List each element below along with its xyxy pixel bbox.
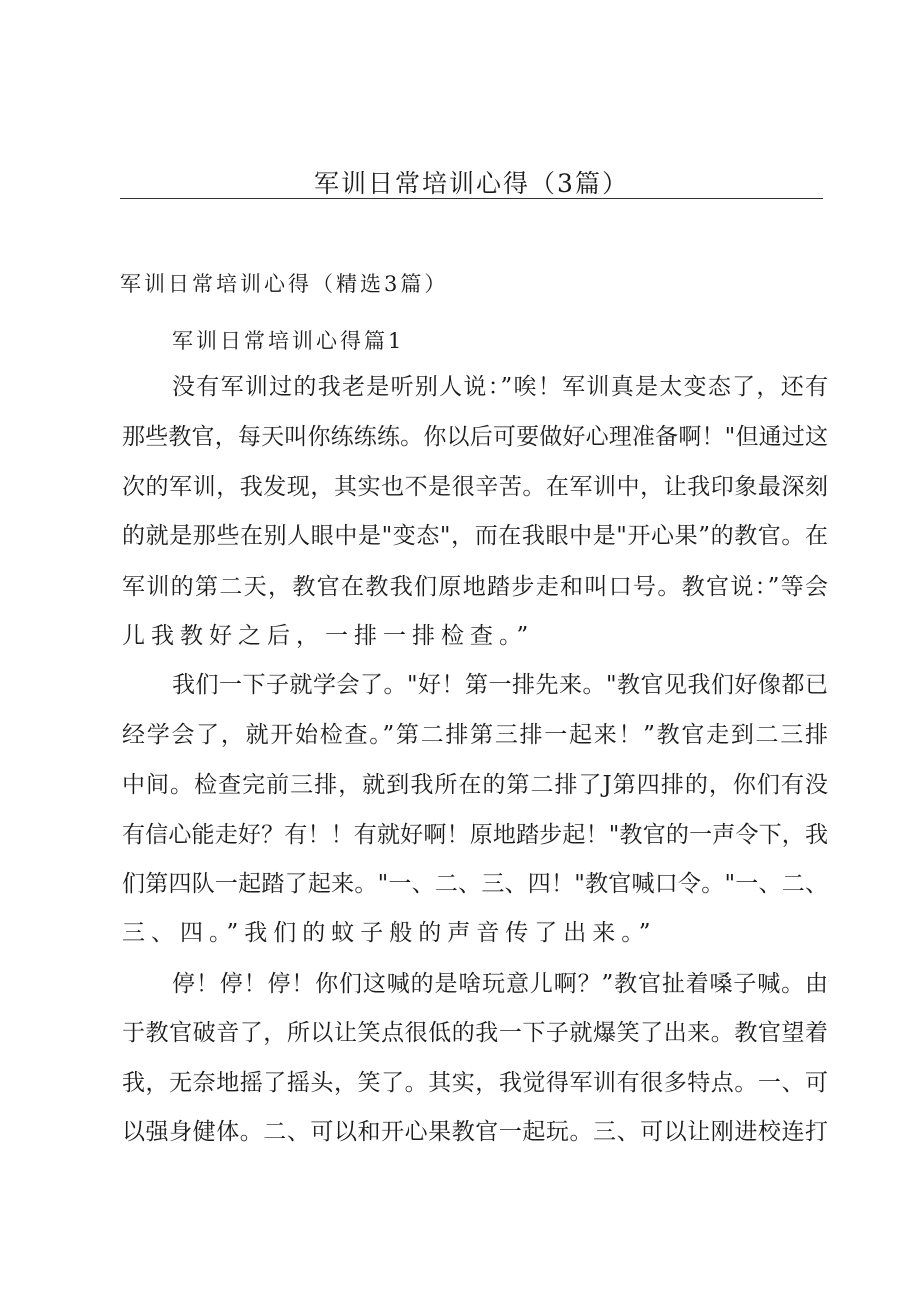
paragraph-line: 我们一下子就学会了。"好！第一排先来。"教官见我们好像都已 (172, 672, 828, 698)
paragraph-line: 于教官破音了，所以让笑点很低的我一下子就爆笑了出来。教官望着 (122, 1020, 828, 1046)
document-title: 军训日常培训心得（3篇） (314, 169, 629, 198)
paragraph-line: 停！停！停！你们这喊的是啥玩意儿啊？”教官扯着嗓子喊。由 (172, 971, 828, 997)
document-subtitle: 军训日常培训心得（精选3篇） (120, 272, 449, 296)
paragraph-line: 有信心能走好？有！！有就好啊！原地踏步起！"教官的一声令下，我 (122, 822, 828, 848)
paragraph-line: 次的军训，我发现，其实也不是很辛苦。在军训中，让我印象最深刻 (122, 474, 828, 500)
paragraph-line: 没有军训过的我老是听别人说：”唉！军训真是太变态了，还有 (172, 374, 828, 400)
paragraph-line: 以强身健体。二、可以和开心果教官一起玩。三、可以让刚进校连打 (122, 1119, 828, 1145)
paragraph-line: 中间。检查完前三排，就到我所在的第二排了J第四排的，你们有没 (122, 772, 828, 798)
paragraph-line: 的就是那些在别人眼中是"变态"，而在我眼中是"开心果”的教官。在 (122, 523, 828, 549)
paragraph-line: 我，无奈地摇了摇头，笑了。其实，我觉得军训有很多特点。一、可 (122, 1070, 828, 1096)
section-heading: 军训日常培训心得篇1 (172, 329, 405, 353)
paragraph-line: 经学会了，就开始检查。”第二排第三排一起来！”教官走到二三排 (122, 722, 828, 748)
paragraph-line: 们第四队一起踏了起来。"一、二、三、四！"教官喊口令。"一、二、 (122, 871, 828, 897)
paragraph-line: 三、四。”我们的蚊子般的声音传了出来。” (122, 920, 657, 946)
paragraph-line: 军训的第二天，教官在教我们原地踏步走和叫口号。教官说：”等会 (122, 574, 828, 600)
title-underline (120, 198, 823, 199)
paragraph-line: 那些教官，每天叫你练练练。你以后可要做好心理准备啊！"但通过这 (122, 424, 828, 450)
paragraph-line: 儿我教好之后，一排一排检查。” (122, 623, 535, 649)
